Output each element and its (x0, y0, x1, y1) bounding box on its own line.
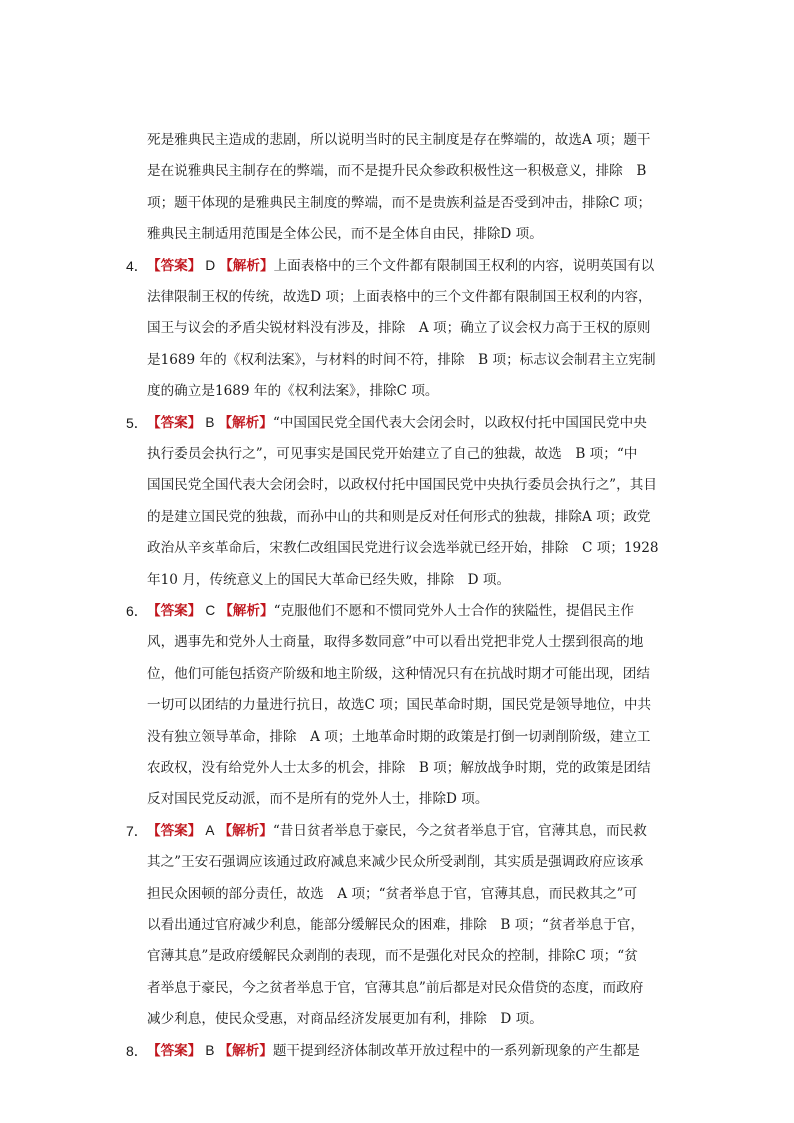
analysis-line: 位，他们可能包括资产阶级和地主阶级，这种情况只有在抗战时期才可能出现，团结 (147, 665, 650, 682)
analysis-line: 度的确立是1689 年的《权利法案》，排除C 项。 (147, 383, 439, 400)
question-number: 4． (126, 257, 148, 274)
analysis-label: 【解析】 (218, 822, 273, 839)
analysis-text: “克服他们不愿和不惯同党外人士合作的狭隘性，提倡民主作 (273, 603, 634, 619)
analysis-text: “中国国民党全国代表大会闭会时，以政权付托中国国民党中央 (272, 414, 647, 431)
question-first-line (147, 1037, 667, 1065)
answer-choice: B (205, 414, 215, 430)
analysis-line: 法律限制王权的传统，故选D 项；上面表格中的三个文件都有限制国王权利的内容， (147, 289, 652, 305)
paragraph-line: 雅典民主制适用范围是全体公民，而不是全体自由民，排除D 项。 (147, 226, 543, 243)
answer-choice: A (205, 822, 215, 838)
analysis-line: 是1689 年的《权利法案》，与材料的时间不符，排除 B 项；标志议会制君主立宪制 (147, 351, 656, 368)
analysis-text: “昔日贫者举息于豪民，今之贫者举息于官，官薄其息，而民救 (272, 822, 647, 839)
analysis-line: 国国民党全国代表大会闭会时，以政权付托中国国民党中央执行委员会执行之”，其目 (147, 477, 657, 494)
analysis-line: 没有独立领导革命，排除 A 项；土地革命时期的政策是打倒一切剥削阶级，建立工 (147, 728, 651, 745)
question-first-line (147, 597, 667, 625)
analysis-line: 的是建立国民党的独裁，而孙中山的共和则是反对任何形式的独裁，排除A 项；政党 (147, 508, 651, 525)
analysis-label: 【解析】 (219, 257, 274, 274)
paragraph-line: 项；题干体现的是雅典民主制度的弊端，而不是贵族利益是否受到冲击，排除C 项； (147, 194, 652, 211)
analysis-line: 农政权，没有给党外人士太多的机会，排除 B 项；解放战争时期，党的政策是团结 (147, 760, 651, 776)
question-first-line (147, 817, 667, 845)
analysis-line: 执行委员会执行之”，可见事实是国民党开始建立了自己的独裁，故选 B 项；“中 (147, 446, 638, 462)
analysis-line: 其之”王安石强调应该通过政府减息来减少民众所受剥削，其实质是强调政府应该承 (147, 854, 644, 871)
question-number: 7． (126, 822, 148, 839)
analysis-line: 年10 月，传统意义上的国民大革命已经失败，排除 D 项。 (147, 571, 511, 588)
analysis-text: 题干提到经济体制改革开放过程中的一系列新现象的产生都是 (272, 1042, 640, 1059)
analysis-line: 风，遇事先和党外人士商量，取得多数同意”中可以看出党把非党人士摆到很高的地 (147, 634, 644, 651)
analysis-line: 减少利息，使民众受惠，对商品经济发展更加有利，排除 D 项。 (147, 1011, 543, 1028)
analysis-label: 【解析】 (219, 603, 274, 619)
analysis-line: 以看出通过官府减少利息，能部分缓解民众的困难，排除 B 项；“贫者举息于官， (147, 917, 645, 933)
question-number: 5． (126, 414, 148, 431)
answer-label: 【答案】 (147, 1042, 202, 1059)
paragraph-line: 是在说雅典民主制存在的弊端，而不是提升民众参政积极性这一积极意义，排除 B (147, 163, 647, 180)
answer-label: 【答案】 (147, 257, 202, 274)
analysis-line: 国王与议会的矛盾尖锐材料没有涉及，排除 A 项；确立了议会权力高于王权的原则 (147, 320, 651, 337)
paragraph-line: 死是雅典民主造成的悲剧，所以说明当时的民主制度是存在弊端的，故选A 项；题干 (147, 132, 651, 148)
analysis-text: 上面表格中的三个文件都有限制国王权利的内容，说明英国有以 (273, 257, 655, 274)
question-number: 8． (126, 1042, 148, 1059)
answer-label: 【答案】 (147, 822, 202, 839)
analysis-label: 【解析】 (218, 414, 273, 431)
analysis-line: 反对国民党反动派，而不是所有的党外人士，排除D 项。 (147, 791, 489, 808)
analysis-line: 政治从辛亥革命后，宋教仁改组国民党进行议会选举就已经开始，排除 C 项；1928 (147, 540, 659, 557)
analysis-label: 【解析】 (218, 1042, 273, 1059)
answer-choice: B (205, 1042, 215, 1058)
answer-choice: C (205, 603, 216, 618)
question-first-line (147, 409, 667, 437)
question-first-line (147, 252, 667, 280)
analysis-line: 者举息于豪民，今之贫者举息于官，官薄其息”前后都是对民众借贷的态度，而政府 (147, 979, 644, 996)
analysis-line: 一切可以团结的力量进行抗日，故选C 项；国民革命时期，国民党是领导地位，中共 (147, 697, 652, 714)
answer-label: 【答案】 (147, 603, 202, 619)
answer-label: 【答案】 (147, 414, 202, 431)
answer-choice: D (205, 257, 216, 273)
question-number: 6． (126, 603, 148, 619)
analysis-line: 官薄其息”是政府缓解民众剥削的表现，而不是强化对民众的控制，排除C 项；“贫 (147, 948, 638, 965)
analysis-line: 担民众困顿的部分责任，故选 A 项；“贫者举息于官，官薄其息，而民救其之”可 (147, 885, 638, 902)
